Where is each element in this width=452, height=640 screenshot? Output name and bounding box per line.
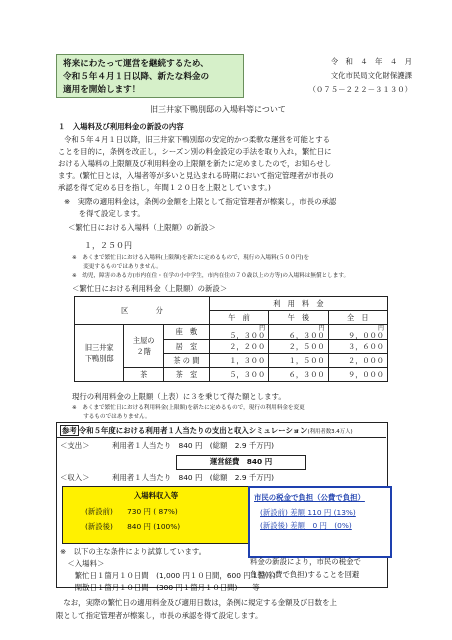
revenue-row [85,506,249,517]
divider [56,437,386,438]
issue-date: 令 和 ４ 年 ４ 月 [330,57,412,66]
footer-2: 限として指定管理者が檫案し，市長の承認を得て設定します。 [56,611,263,620]
usage-heading: ＜繁忙日における利用料金（上限額）の新設＞ [72,284,228,293]
simulation-title-small: (利用者数3.4万人) [307,429,353,435]
admission-fee: １，２５０円 [84,241,132,250]
unit-all: 円 [377,325,384,332]
fee-pm: ２，５００ [269,340,328,354]
header-bun: 分 [155,305,163,315]
conditions-2: ＜入場料＞ [60,559,105,568]
page-title: 旧三井家下鴨別邸の入場料等について [150,105,286,114]
footer-1: なお，実際の繁忙日の適用料金及び適用日数は，条例に規定する金額及び日数を上 [56,598,337,607]
section-para-4: ます。(繁忙日とは，入場者等が多いと見込まれる時期において指定管理者が市長の [58,171,334,180]
fee-am: ５，３００ [209,368,268,382]
income-label: ＜収入＞ [60,473,90,482]
admission-note-3: ※ 幼児，障害のある方(市内在住・在学の小中学生，市内在住の７０歳以上の方等)の入場料は無償とします。 [72,273,350,279]
section-para-5: 承認を得て定める日を指し，年間１２０日を上限としています。) [58,183,271,192]
fee-pm: ６，３００ [269,368,328,382]
floor-cell [124,325,164,368]
operating-cost-box [176,455,306,470]
revenue-row-label: (新設前) [85,507,113,516]
header-ku: 区 [120,305,129,315]
callout-line-2: 令和５年４月１日以降、新たな料金の [63,72,210,82]
reference-badge: 参考 [62,426,77,435]
fee-am [209,325,268,340]
unit-am: 円 [259,325,266,332]
fee-all: ３，６００ [328,340,387,354]
side-text-1: 料金の新設により，市民の税金で [250,557,361,566]
tax-burden-row: (新設後) 差額 0 円 (0%) [260,521,352,530]
section-note-2: を得て設定します。 [64,209,145,218]
facility-cell [75,325,124,382]
admission-note-2: 変更するものではありません。 [72,264,162,270]
floor-line-1: 主屋の [132,336,155,345]
section-para-3: おける入場料の上限額及び利用料金の上限額を新たに定めましたので，お知らせし [58,159,332,168]
conditions-4: 閑散日１箇月１０日間 (300 円１箇月１０日間) 等 [60,583,260,592]
department: 文化市民局文化財保護課 [330,71,412,80]
section-note-1: ※ 実際の適用料金は，条例の金額を上限として指定管理者が檫案し，市長の承認 [64,197,337,206]
revenue-title: 入場料収入等 [133,491,179,500]
fee-pm-value: ６，３００ [288,331,325,340]
callout-line-1: 将来にわたって運営を継続するため、 [63,59,209,69]
table-header-group: 利 用 料 金 [209,297,387,311]
usage-fee-table [74,296,388,382]
header-pm: 午 後 [269,311,328,325]
expense-label: ＜支出＞ [60,441,90,450]
usage-note-1: ※ あくまで繁忙日における利用料金(上限額)を新たに定めるもので，現行の利用料金を変更 [72,405,305,411]
callout-line-3: 適用を開始します！ [63,85,141,95]
section-para-2: ことを目的に，条例を改正し，シーズン別の料金設定の手法を取り入れ，繁忙日に [58,147,332,156]
simulation-title-text: 令和５年度における利用者１人当たりの支出と収入シミュレーション [78,426,308,435]
revenue-row-value: 840 円 (100%) [127,522,181,531]
fee-all [328,325,387,340]
facility-line-2: 下鴨別邸 [84,354,114,363]
operating-cost: 運営経費 840 円 [209,457,273,466]
fee-am: ２，２００ [209,340,268,354]
fee-am-value: ５，３００ [229,331,266,340]
revenue-row-label: (新設後) [85,522,113,531]
unit-pm: 円 [318,325,325,332]
section-para-1: 令和５年４月１日以降，旧三井家下鴨別邸の安定的かつ柔軟な運営を可能とする [64,135,331,144]
conditions-3: 繁忙日１箇月１０日間 (1,000 円１０日間，600 円１箇月) [60,571,276,580]
income-line: 利用者１人当たり 840 円 (総額 2.9 千万円) [112,473,274,482]
usage-after-text: 現行の利用料金の上限額（上表）に３を乗じて得た額とします。 [72,392,286,401]
fee-pm [269,325,328,340]
section-heading: １ 入場料及び利用料金の新設の内容 [58,122,184,131]
fee-am: １，３００ [209,354,268,368]
tax-burden-row: (新設前) 差額 110 円 (13%) [260,508,356,517]
header-am: 午 前 [209,311,268,325]
table-row [75,325,388,340]
floor-line-2: ２階 [136,347,151,356]
table-header-category [75,297,210,325]
side-text-2: 負担(公費で負担)することを回避 [250,570,360,579]
expense-line: 利用者１人当たり 840 円 (総額 2.9 千万円) [112,441,274,450]
row4-label: 茶 [124,368,164,382]
room-name: 茶 の 間 [163,354,209,368]
conditions-1: ※ 以下の主な条件により試算しています。 [60,547,207,556]
tax-burden-box [248,486,392,558]
revenue-row [85,521,249,532]
revenue-row-value: 730 円 ( 87%) [127,507,178,516]
fee-pm: １，５００ [269,354,328,368]
room-name: 茶 室 [163,368,209,382]
tax-burden-title: 市民の税金で負担（公費で負担） [254,493,365,502]
usage-note-2: するものではありません。 [72,414,151,420]
header-all: 全 日 [328,311,387,325]
phone-number: （０７５－２２２－３１３０） [308,85,412,94]
admission-note-1: ※ あくまで繁忙日における入場料(上限額)を新たに定めるもので，現行の入場料(５００円)を [72,255,310,261]
admission-heading: ＜繁忙日における入場料（上限額）の新設＞ [68,223,216,232]
announcement-callout [56,54,244,98]
fee-all: ２，０００ [328,354,387,368]
room-name: 座 敷 [163,325,209,340]
facility-line-1: 旧三井家 [84,343,114,352]
admission-revenue-box [62,486,250,544]
fee-all: ９，０００ [328,368,387,382]
fee-all-value: ９，０００ [348,331,384,340]
room-name: 居 室 [163,340,209,354]
